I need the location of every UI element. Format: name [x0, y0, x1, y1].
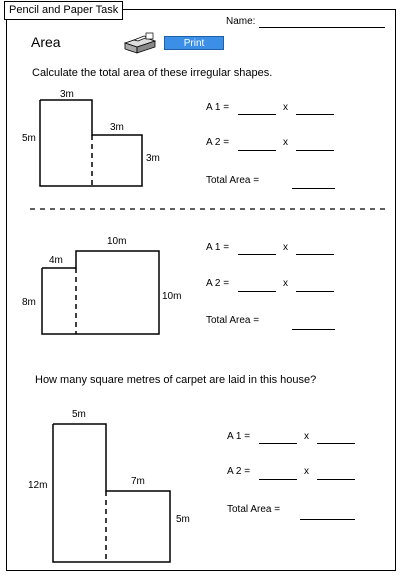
- q1-a2-times: x: [283, 137, 288, 148]
- page-title: Area: [31, 34, 61, 50]
- q3-a2-blank-1[interactable]: [259, 479, 297, 480]
- q1-instruction: Calculate the total area of these irregular shapes.: [32, 67, 273, 79]
- q3-dim-top: 5m: [72, 409, 86, 420]
- q1-total-blank[interactable]: [292, 188, 335, 189]
- q2-total-label: Total Area =: [206, 315, 260, 326]
- q1-dim-left: 5m: [22, 133, 36, 144]
- q1-a1-label: A 1 =: [206, 102, 230, 113]
- q2-a2-blank-1[interactable]: [238, 291, 276, 292]
- q3-a1-label: A 1 =: [227, 431, 251, 442]
- q2-a1-blank-2[interactable]: [296, 254, 334, 255]
- q1-total-label: Total Area =: [206, 175, 260, 186]
- q2-a1-times: x: [283, 242, 288, 253]
- q1-dim-top: 3m: [60, 89, 74, 100]
- q1-dim-step: 3m: [110, 122, 124, 133]
- q2-a2-blank-2[interactable]: [296, 291, 334, 292]
- name-label: Name:: [226, 16, 256, 27]
- worksheet-tab-title: Pencil and Paper Task: [4, 1, 123, 20]
- q3-a1-blank-2[interactable]: [317, 443, 355, 444]
- q1-a1-times: x: [283, 102, 288, 113]
- q1-a1-blank-1[interactable]: [238, 114, 276, 115]
- q2-a2-label: A 2 =: [206, 278, 230, 289]
- printer-icon[interactable]: [120, 31, 158, 55]
- q3-total-label: Total Area =: [227, 504, 281, 515]
- q3-a2-label: A 2 =: [227, 466, 251, 477]
- print-button[interactable]: Print: [164, 36, 224, 50]
- q3-a2-blank-2[interactable]: [317, 479, 355, 480]
- q1-a2-label: A 2 =: [206, 137, 230, 148]
- q3-dim-step: 7m: [131, 476, 145, 487]
- q3-a2-times: x: [304, 466, 309, 477]
- q2-a2-times: x: [283, 278, 288, 289]
- q3-dim-left: 12m: [28, 480, 48, 491]
- q2-dim-right: 10m: [162, 291, 182, 302]
- q3-a1-blank-1[interactable]: [259, 443, 297, 444]
- q2-dim-step: 4m: [49, 255, 63, 266]
- q3-total-blank[interactable]: [300, 519, 355, 520]
- q3-a1-times: x: [304, 431, 309, 442]
- q1-a2-blank-2[interactable]: [296, 150, 334, 151]
- q2-a1-blank-1[interactable]: [238, 254, 276, 255]
- q1-a1-blank-2[interactable]: [296, 114, 334, 115]
- q2-dim-left: 8m: [22, 297, 36, 308]
- q3-instruction: How many square metres of carpet are laid in this house?: [35, 374, 317, 386]
- q1-dim-right: 3m: [146, 153, 160, 164]
- q1-a2-blank-1[interactable]: [238, 150, 276, 151]
- q2-total-blank[interactable]: [292, 329, 335, 330]
- q2-a1-label: A 1 =: [206, 242, 230, 253]
- q3-dim-right: 5m: [176, 514, 190, 525]
- q2-dim-top: 10m: [107, 236, 127, 247]
- name-field[interactable]: [259, 27, 385, 28]
